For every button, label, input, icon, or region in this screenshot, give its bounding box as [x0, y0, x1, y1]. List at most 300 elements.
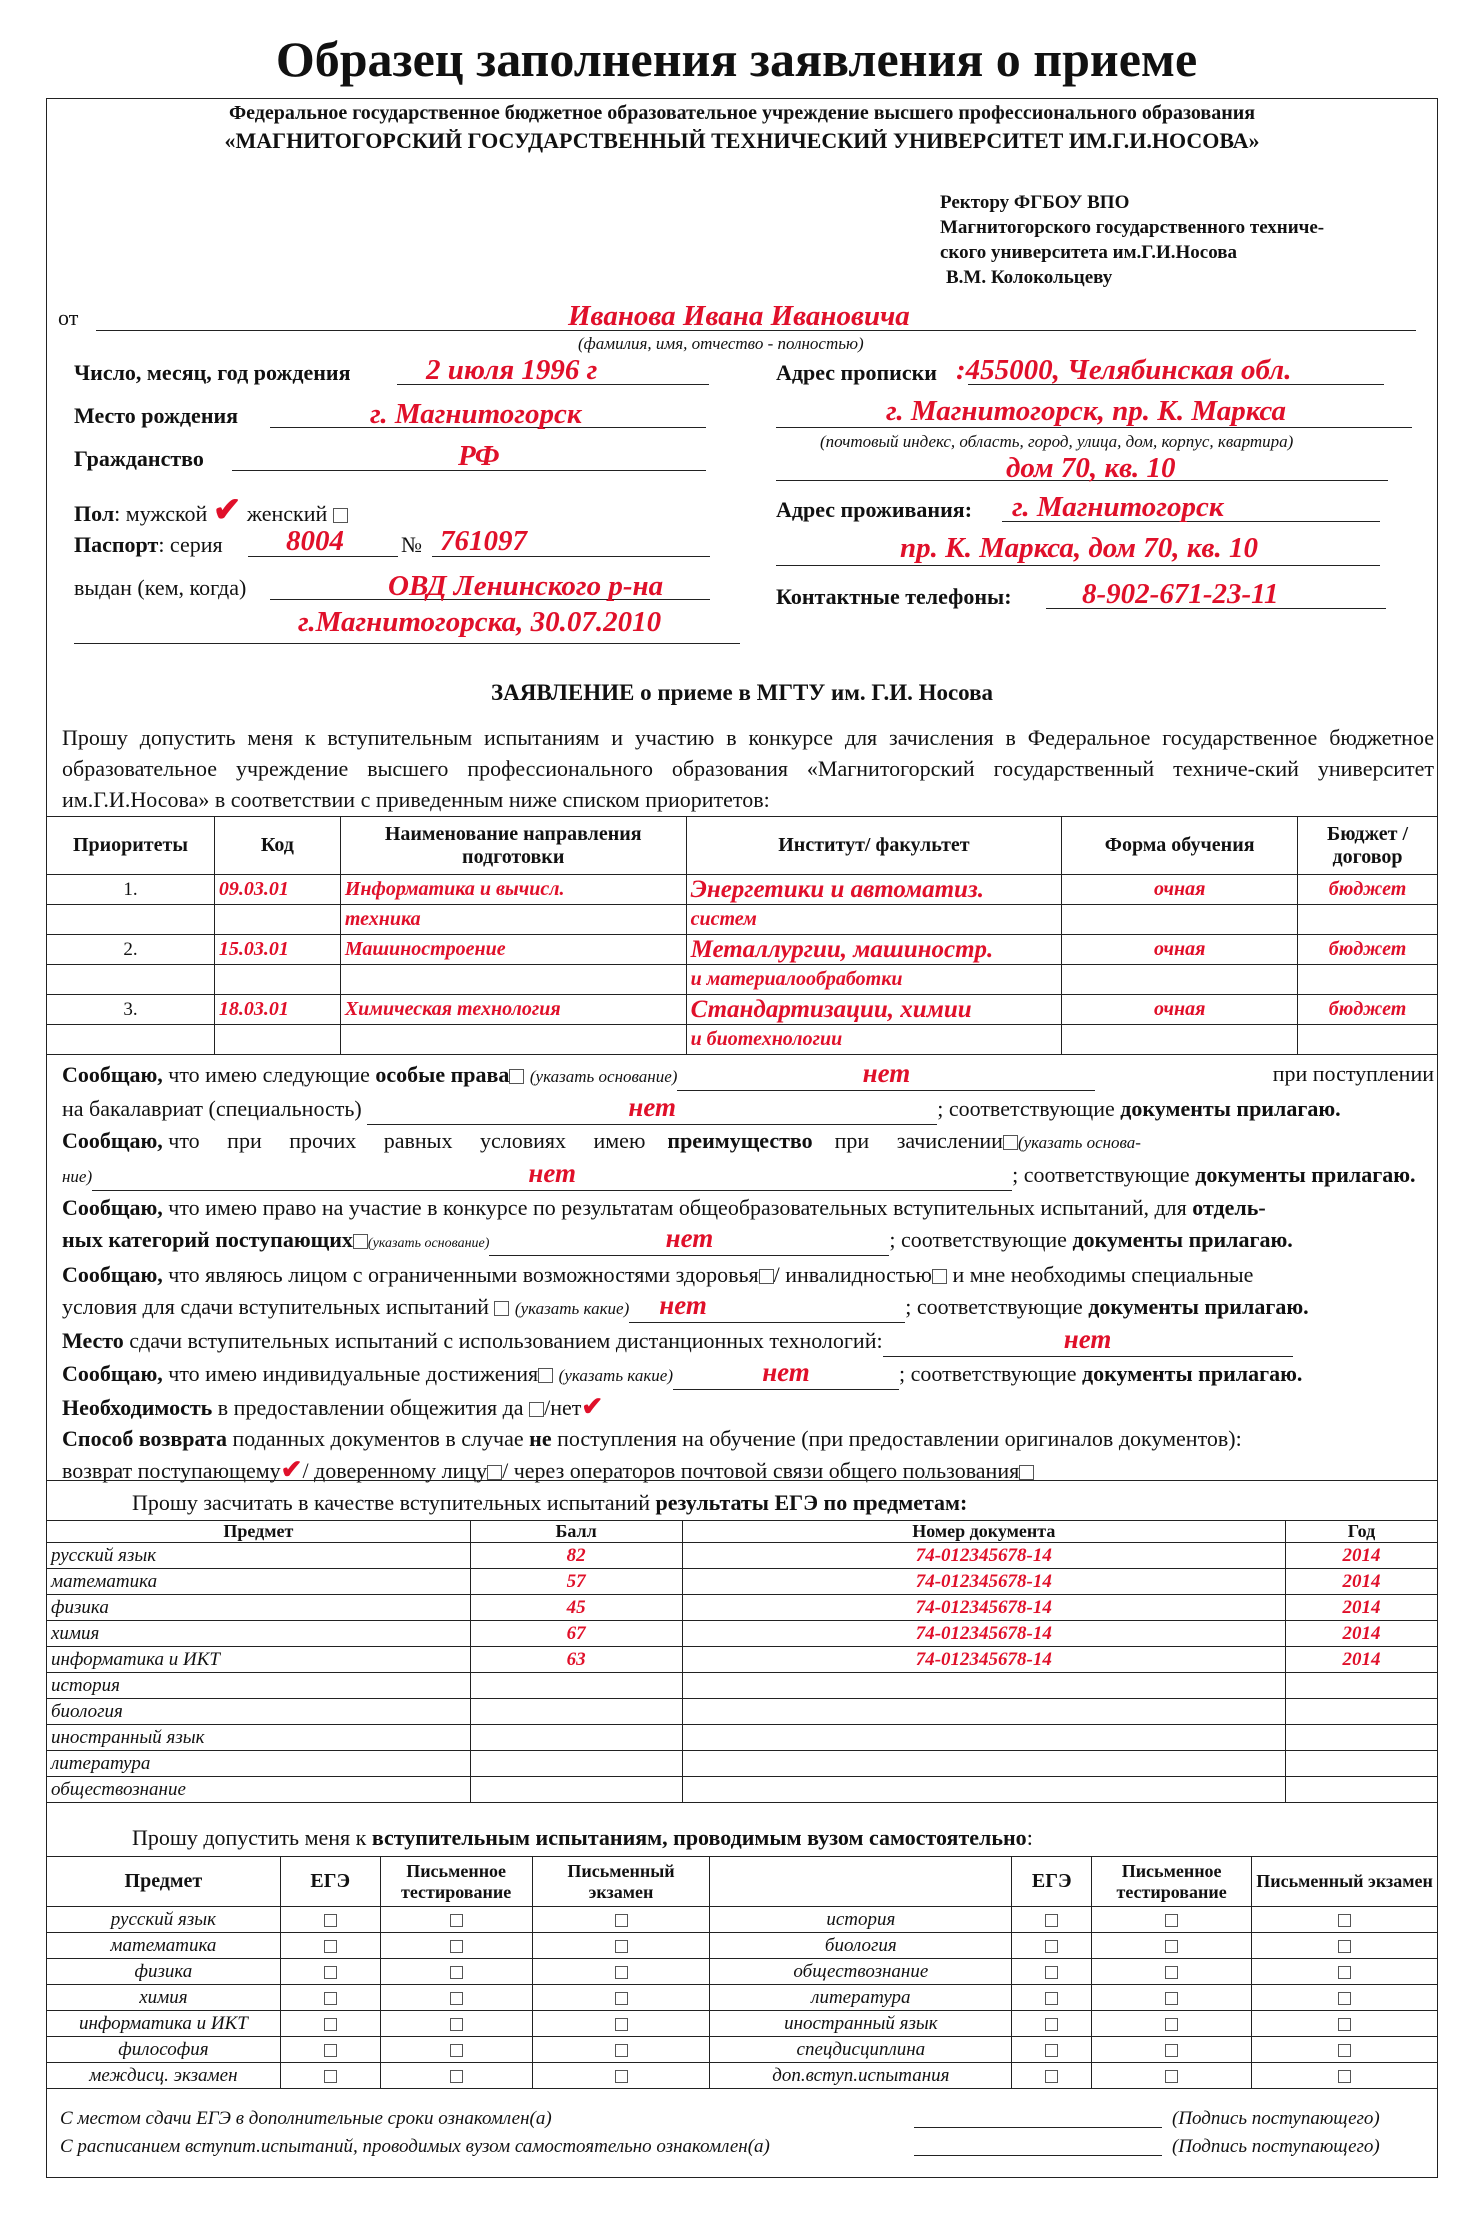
- exams-intro-text: Прошу допустить меня к: [132, 1825, 367, 1850]
- decl-text: что при прочих равных условиях имею: [168, 1128, 646, 1153]
- decl-bold: ных категорий поступающих: [62, 1227, 353, 1252]
- phone-label-text: Контактные телефоны: [776, 584, 1005, 609]
- checkbox[interactable]: [1338, 2018, 1351, 2031]
- subject-cell: химия: [47, 1985, 281, 2011]
- dorm-yes-checkbox[interactable]: [529, 1402, 544, 1417]
- col-direction: Наименование направления подготовки: [340, 817, 686, 875]
- table-row: [47, 1543, 1438, 1569]
- code-cell[interactable]: 09.03.01: [214, 875, 340, 905]
- checkbox[interactable]: [615, 1940, 628, 1953]
- priorities-table: [46, 816, 1438, 1055]
- table-row: [47, 1621, 1438, 1647]
- checkbox[interactable]: [324, 2044, 337, 2057]
- decl-hint: (указать основание): [529, 1067, 678, 1086]
- decl-bold: Место: [62, 1328, 124, 1353]
- decl-text: возврат поступающему: [62, 1458, 281, 1483]
- exams-table: [46, 1856, 1438, 2089]
- institute-cell[interactable]: Металлургии, машиностр.: [686, 935, 1062, 965]
- form-cell[interactable]: очная: [1062, 995, 1298, 1025]
- table-row: [47, 935, 1438, 965]
- decl-4b: [62, 1290, 1434, 1324]
- direction-cell[interactable]: Информатика и вычисл.: [340, 875, 686, 905]
- checkbox-cell: [1012, 1933, 1092, 1959]
- col-year: Год: [1286, 1521, 1438, 1543]
- reg-value-2[interactable]: г. Магнитогорск, пр. К. Маркса: [886, 395, 1286, 427]
- checkbox[interactable]: [450, 1992, 463, 2005]
- decl-value[interactable]: нет: [528, 1158, 576, 1188]
- checkbox[interactable]: [1019, 1465, 1034, 1480]
- checkbox-cell: [1092, 1985, 1252, 2011]
- decl-text: условия для сдачи вступительных испытаний: [62, 1294, 489, 1319]
- score-cell[interactable]: 67: [470, 1621, 682, 1647]
- direction-cell[interactable]: Химическая технология: [340, 995, 686, 1025]
- birth-label: Число, месяц, год рождения: [74, 360, 351, 385]
- score-cell[interactable]: [470, 1725, 682, 1751]
- decl-bold: Сообщаю,: [62, 1128, 163, 1153]
- checkbox[interactable]: [615, 2044, 628, 2057]
- checkbox[interactable]: [615, 2018, 628, 2031]
- checkbox-cell: [1012, 1959, 1092, 1985]
- code-cell[interactable]: 18.03.01: [214, 995, 340, 1025]
- checkbox-cell: [1012, 2011, 1092, 2037]
- decl-text: на бакалавриат (специальность): [62, 1096, 362, 1121]
- decl-text: поданных документов в случае: [232, 1426, 524, 1451]
- decl-hint: ние): [62, 1167, 93, 1186]
- sex-row: [74, 490, 348, 530]
- checkbox[interactable]: [487, 1465, 502, 1480]
- table-row: [47, 1959, 1438, 1985]
- subject-cell: философия: [47, 2037, 281, 2063]
- decl-field: [489, 1223, 889, 1256]
- decl-text: при поступлении: [1272, 1061, 1434, 1086]
- checkbox[interactable]: [324, 1992, 337, 2005]
- subject-cell: литература: [47, 1751, 471, 1777]
- decl-bold: документы прилагаю.: [1120, 1096, 1341, 1121]
- col-priority: Приоритеты: [47, 817, 215, 875]
- checkbox[interactable]: [324, 2070, 337, 2083]
- subject-cell: физика: [47, 1595, 471, 1621]
- priority-number: 3.: [47, 995, 215, 1025]
- series-label: : серия: [158, 532, 223, 557]
- document-cell[interactable]: [682, 1699, 1286, 1725]
- subject-cell: междисц. экзамен: [47, 2063, 281, 2089]
- decl-bold: Сообщаю,: [62, 1195, 163, 1220]
- number-value[interactable]: 761097: [440, 525, 527, 557]
- decl-value[interactable]: нет: [1063, 1324, 1112, 1354]
- year-cell[interactable]: [1286, 1673, 1438, 1699]
- checkbox-cell: [1252, 1933, 1438, 1959]
- checkbox-cell: [1092, 2063, 1252, 2089]
- table-row: [47, 1025, 1438, 1055]
- direction-cell[interactable]: Машиностроение: [340, 935, 686, 965]
- table-row: [47, 1751, 1438, 1777]
- decl-value[interactable]: нет: [862, 1058, 911, 1088]
- decl-value[interactable]: нет: [665, 1223, 714, 1253]
- checkbox[interactable]: [1003, 1135, 1018, 1150]
- document-cell[interactable]: 74-012345678-14: [682, 1621, 1286, 1647]
- document-cell[interactable]: 74-012345678-14: [682, 1595, 1286, 1621]
- checkbox[interactable]: [538, 1368, 553, 1383]
- sex-female-label: женский: [246, 501, 328, 526]
- checkbox-cell: [380, 1985, 532, 2011]
- decl-4: [62, 1259, 1434, 1290]
- checkbox-cell: [1252, 1907, 1438, 1933]
- birth-value[interactable]: 2 июля 1996 г: [426, 354, 598, 386]
- place-label: Место рождения: [74, 403, 239, 428]
- decl-bold: не: [529, 1426, 552, 1451]
- budget-cell[interactable]: бюджет: [1298, 875, 1438, 905]
- checkbox-cell: [1092, 1959, 1252, 1985]
- decl-bold: Сообщаю,: [62, 1062, 163, 1087]
- checkbox[interactable]: [1045, 1966, 1058, 1979]
- document-cell[interactable]: 74-012345678-14: [682, 1569, 1286, 1595]
- decl-value[interactable]: нет: [628, 1092, 677, 1122]
- checkbox[interactable]: [1338, 2044, 1351, 2057]
- checkbox[interactable]: [759, 1269, 774, 1284]
- checkbox-cell: [1252, 1959, 1438, 1985]
- footer-line-1: С местом сдачи ЕГЭ в дополнительные сроки ознакомлен(а): [60, 2108, 552, 2129]
- checkbox-cell: [532, 1959, 710, 1985]
- decl-bold: отдель-: [1192, 1195, 1266, 1220]
- decl-hint: (указать основа-: [1017, 1133, 1141, 1152]
- checkbox[interactable]: [1165, 2044, 1178, 2057]
- col-budget: Бюджет / договор: [1298, 817, 1438, 875]
- institute-cell[interactable]: Стандартизации, химии: [686, 995, 1062, 1025]
- checkbox[interactable]: [450, 1914, 463, 1927]
- checkbox[interactable]: [615, 1914, 628, 1927]
- budget-cell[interactable]: бюджет: [1298, 935, 1438, 965]
- col-institute: Институт/ факультет: [686, 817, 1062, 875]
- checkbox-cell: [380, 1907, 532, 1933]
- sex-male-check-icon[interactable]: ✔: [212, 492, 242, 529]
- decl-field: [673, 1357, 899, 1390]
- budget-cell[interactable]: бюджет: [1298, 995, 1438, 1025]
- signature-line-2[interactable]: [914, 2155, 1162, 2156]
- checkbox[interactable]: [615, 1966, 628, 1979]
- checkbox[interactable]: [1165, 1966, 1178, 1979]
- from-hint: (фамилия, имя, отчество - полностью): [578, 334, 864, 353]
- decl-bold: Сообщаю,: [62, 1361, 163, 1386]
- institute-cell-2[interactable]: и материалообработки: [686, 965, 1062, 995]
- checkbox-cell: [280, 2011, 380, 2037]
- signature-line-1[interactable]: [914, 2127, 1162, 2128]
- live-value-1[interactable]: г. Магнитогорск: [1012, 491, 1224, 523]
- year-cell[interactable]: 2014: [1286, 1569, 1438, 1595]
- checkbox[interactable]: [1165, 2070, 1178, 2083]
- col-subject: Предмет: [47, 1857, 281, 1907]
- year-cell[interactable]: 2014: [1286, 1595, 1438, 1621]
- checkbox-cell: [1012, 1985, 1092, 2011]
- statement-text: Прошу допустить меня к вступительным испытаниям и участию в конкурсе для зачисления в Федеральное государственное бюджетное образовательное учреждение высшего профессионального образования «Магнитогорский государственный техниче-ский университет им.Г.И.Носова» в соответствии с приведенным ниже списком приоритетов:: [62, 725, 1434, 812]
- checkbox-cell: [1252, 2037, 1438, 2063]
- checkbox[interactable]: [450, 2018, 463, 2031]
- live-line-2: [776, 565, 1380, 566]
- decl-3: [62, 1192, 1434, 1223]
- ege-table: [46, 1520, 1438, 1803]
- score-cell[interactable]: 57: [470, 1569, 682, 1595]
- score-cell[interactable]: [470, 1777, 682, 1803]
- table-row: [47, 1985, 1438, 2011]
- header-line1: Федеральное государственное бюджетное образовательное учреждение высшего профессионального образования: [228, 102, 1256, 124]
- sex-female-checkbox[interactable]: [333, 508, 348, 523]
- phone-value[interactable]: 8-902-671-23-11: [1082, 578, 1279, 610]
- year-cell[interactable]: [1286, 1751, 1438, 1777]
- checkbox-cell: [280, 1959, 380, 1985]
- ege-intro-bold: результаты ЕГЭ по предметам:: [655, 1490, 968, 1515]
- institute-cell-2[interactable]: и биотехнологии: [686, 1025, 1062, 1055]
- checkbox[interactable]: [324, 1940, 337, 1953]
- checkbox[interactable]: [494, 1301, 509, 1316]
- checkbox-cell: [280, 1933, 380, 1959]
- decl-2: [62, 1125, 1434, 1158]
- table-row: [47, 1777, 1438, 1803]
- checkbox[interactable]: [509, 1069, 524, 1084]
- decl-return: [62, 1423, 1434, 1454]
- decl-field: [367, 1092, 937, 1125]
- page-title: Образец заполнения заявления о приеме: [275, 31, 1198, 87]
- checkbox-cell: [1092, 2037, 1252, 2063]
- col-written-test: Письменное тестирование: [380, 1857, 532, 1907]
- ege-intro-text: Прошу засчитать в качестве вступительных испытаний: [132, 1490, 650, 1515]
- code-cell[interactable]: 15.03.01: [214, 935, 340, 965]
- subject-cell: обществознание: [47, 1777, 471, 1803]
- score-cell[interactable]: 63: [470, 1647, 682, 1673]
- decl-text: ; соответствующие: [1012, 1162, 1190, 1187]
- checkbox[interactable]: [1338, 2070, 1351, 2083]
- col-subject-2: [710, 1857, 1012, 1907]
- checkbox[interactable]: [1338, 1966, 1351, 1979]
- signature-hint-2: (Подпись поступающего): [1172, 2136, 1380, 2157]
- col-written-exam: Письменный экзамен: [532, 1857, 710, 1907]
- direction-cell-2[interactable]: [340, 1025, 686, 1055]
- checkbox-cell: [532, 1985, 710, 2011]
- decl-text: ; соответствующие: [899, 1361, 1077, 1386]
- decl-text: что имею индивидуальные достижения: [168, 1361, 539, 1386]
- checkbox-cell: [1252, 1985, 1438, 2011]
- subject-cell: русский язык: [47, 1543, 471, 1569]
- direction-cell-2[interactable]: [340, 965, 686, 995]
- ege-intro: [132, 1490, 967, 1516]
- decl-text: /нет: [544, 1395, 582, 1420]
- checkbox[interactable]: [1165, 1940, 1178, 1953]
- score-cell[interactable]: 82: [470, 1543, 682, 1569]
- header-line2: «МАГНИТОГОРСКИЙ ГОСУДАРСТВЕННЫЙ ТЕХНИЧЕСКИЙ УНИВЕРСИТЕТ ИМ.Г.И.НОСОВА»: [224, 128, 1260, 153]
- table-row: [47, 1699, 1438, 1725]
- checkbox-cell: [380, 1959, 532, 1985]
- exams-intro: [132, 1825, 1033, 1851]
- year-cell[interactable]: [1286, 1777, 1438, 1803]
- score-cell[interactable]: [470, 1751, 682, 1777]
- document-cell[interactable]: [682, 1725, 1286, 1751]
- checkbox-cell: [532, 1907, 710, 1933]
- checkbox[interactable]: [1338, 1992, 1351, 2005]
- priority-number: 2.: [47, 935, 215, 965]
- checkbox[interactable]: [1165, 1992, 1178, 2005]
- issued-value-1[interactable]: ОВД Ленинского р-на: [388, 570, 664, 602]
- checkbox-cell: [280, 1985, 380, 2011]
- checkbox-cell: [1092, 1933, 1252, 1959]
- decl-value[interactable]: нет: [659, 1290, 707, 1320]
- col-form: Форма обучения: [1062, 817, 1298, 875]
- decl-bold: Необходимость: [62, 1395, 213, 1420]
- from-value[interactable]: Иванова Ивана Ивановича: [568, 300, 910, 332]
- document-cell[interactable]: 74-012345678-14: [682, 1543, 1286, 1569]
- year-cell[interactable]: 2014: [1286, 1647, 1438, 1673]
- issued-value-2[interactable]: г.Магнитогорска, 30.07.2010: [298, 606, 662, 638]
- checkbox-cell: [280, 1907, 380, 1933]
- decl-bold: документы прилагаю.: [1088, 1294, 1309, 1319]
- citizen-value[interactable]: РФ: [458, 440, 500, 472]
- checkbox-cell: [380, 2063, 532, 2089]
- checkbox[interactable]: [1338, 1940, 1351, 1953]
- priority-number: 1.: [47, 875, 215, 905]
- table-row: [47, 1907, 1438, 1933]
- checkbox[interactable]: [932, 1269, 947, 1284]
- year-cell[interactable]: 2014: [1286, 1621, 1438, 1647]
- institute-cell-2[interactable]: систем: [686, 905, 1062, 935]
- year-cell[interactable]: [1286, 1699, 1438, 1725]
- decl-text: ; соответствующие: [937, 1096, 1115, 1121]
- form-cell[interactable]: очная: [1062, 935, 1298, 965]
- issued-label: выдан (кем, когда): [74, 575, 247, 600]
- document-cell[interactable]: [682, 1777, 1286, 1803]
- decl-5: [62, 1357, 1434, 1391]
- subject-cell: история: [47, 1673, 471, 1699]
- checkbox[interactable]: [1165, 2018, 1178, 2031]
- decl-bold: Сообщаю,: [62, 1262, 163, 1287]
- year-cell[interactable]: 2014: [1286, 1543, 1438, 1569]
- decl-bold: особые права: [375, 1062, 510, 1087]
- number-label: №: [401, 532, 422, 557]
- document-cell[interactable]: 74-012345678-14: [682, 1647, 1286, 1673]
- decl-field: [677, 1058, 1095, 1091]
- checkbox[interactable]: [324, 2018, 337, 2031]
- decl-text: в предоставлении общежития да: [217, 1395, 524, 1420]
- decl-text: поступления на обучение (при предоставлении оригиналов документов):: [557, 1426, 1242, 1451]
- checkbox[interactable]: [450, 1940, 463, 1953]
- subject-cell: доп.вступ.испытания: [710, 2063, 1012, 2089]
- subject-cell: биология: [710, 1933, 1012, 1959]
- col-score: Балл: [470, 1521, 682, 1543]
- decl-bold: преимущество: [667, 1128, 813, 1153]
- table-row: [47, 1647, 1438, 1673]
- table-row: [47, 1569, 1438, 1595]
- addressee-line: Ректору ФГБОУ ВПО: [940, 192, 1130, 213]
- document-cell[interactable]: [682, 1673, 1286, 1699]
- checkbox[interactable]: [1045, 2044, 1058, 2057]
- table-row: [47, 2063, 1438, 2089]
- live-label-text: Адрес проживания: [776, 497, 965, 522]
- checkbox[interactable]: [450, 2044, 463, 2057]
- table-row: [47, 1933, 1438, 1959]
- checkbox[interactable]: [450, 1966, 463, 1979]
- checkbox[interactable]: [1045, 2018, 1058, 2031]
- checkbox[interactable]: [615, 1992, 628, 2005]
- checkbox[interactable]: [353, 1234, 368, 1249]
- document-cell[interactable]: [682, 1751, 1286, 1777]
- passport-label: Паспорт: [74, 532, 159, 557]
- direction-cell-2[interactable]: техника: [340, 905, 686, 935]
- subject-cell: химия: [47, 1621, 471, 1647]
- table-row: [47, 1725, 1438, 1751]
- subject-cell: иностранный язык: [47, 1725, 471, 1751]
- score-cell[interactable]: [470, 1673, 682, 1699]
- exams-intro-bold: вступительным испытаниям, проводимым вузом самостоятельно: [371, 1825, 1027, 1850]
- address-hint: (почтовый индекс, область, город, улица, дом, корпус, квартира): [820, 432, 1294, 451]
- reg-value-1[interactable]: :455000, Челябинская обл.: [956, 354, 1292, 386]
- place-value[interactable]: г. Магнитогорск: [370, 398, 582, 430]
- footer-line-2: С расписанием вступит.испытаний, проводимых вузом самостоятельно ознакомлен(а): [60, 2136, 770, 2157]
- decl-text: сдачи вступительных испытаний с использованием дистанционных технологий:: [129, 1328, 883, 1353]
- col-written-exam-2: Письменный экзамен: [1252, 1857, 1438, 1907]
- decl-3b: [62, 1223, 1434, 1259]
- checkbox[interactable]: [1045, 1992, 1058, 2005]
- checkbox-cell: [1092, 2011, 1252, 2037]
- table-row: [47, 905, 1438, 935]
- table-row: [47, 2011, 1438, 2037]
- declarations: [62, 1058, 1434, 1486]
- checkbox[interactable]: [1045, 1940, 1058, 1953]
- checkbox[interactable]: [1045, 2070, 1058, 2083]
- table-row: [47, 995, 1438, 1025]
- col-ege-2: ЕГЭ: [1012, 1857, 1092, 1907]
- live-value-2[interactable]: пр. К. Маркса, дом 70, кв. 10: [900, 532, 1258, 564]
- decl-bold: Способ возврата: [62, 1426, 228, 1451]
- checkbox[interactable]: [450, 2070, 463, 2083]
- year-cell[interactable]: [1286, 1725, 1438, 1751]
- col-written-test-2: Письменное тестирование: [1092, 1857, 1252, 1907]
- checkbox[interactable]: [324, 1914, 337, 1927]
- checkbox[interactable]: [324, 1966, 337, 1979]
- decl-text: что имею право на участие в конкурсе по результатам общеобразовательных вступительных испытаний, для: [168, 1195, 1187, 1220]
- checkbox-cell: [380, 2037, 532, 2063]
- issued-line-2: [74, 643, 740, 644]
- table-row: [47, 875, 1438, 905]
- decl-dorm: [62, 1391, 1434, 1423]
- col-document: Номер документа: [682, 1521, 1286, 1543]
- addressee-line: ского университета им.Г.И.Носова: [940, 242, 1238, 263]
- checkbox-cell: [532, 1933, 710, 1959]
- checkbox[interactable]: [1165, 1914, 1178, 1927]
- subject-cell: русский язык: [47, 1907, 281, 1933]
- subject-cell: математика: [47, 1933, 281, 1959]
- checkbox[interactable]: [1338, 1914, 1351, 1927]
- form-cell[interactable]: очная: [1062, 875, 1298, 905]
- series-value[interactable]: 8004: [286, 525, 344, 557]
- checkbox-cell: [1092, 1907, 1252, 1933]
- return-self-check-icon[interactable]: ✔: [280, 1455, 303, 1484]
- col-code: Код: [214, 817, 340, 875]
- subject-cell: иностранный язык: [710, 2011, 1012, 2037]
- score-cell[interactable]: [470, 1699, 682, 1725]
- decl-hint: (указать какие): [558, 1366, 673, 1385]
- score-cell[interactable]: 45: [470, 1595, 682, 1621]
- decl-place: [62, 1324, 1434, 1357]
- decl-bold: документы прилагаю.: [1195, 1162, 1416, 1187]
- reg-value-3[interactable]: дом 70, кв. 10: [1006, 452, 1176, 484]
- decl-text: ; соответствующие: [905, 1294, 1083, 1319]
- institute-cell[interactable]: Энергетики и автоматиз.: [686, 875, 1062, 905]
- checkbox[interactable]: [615, 2070, 628, 2083]
- checkbox-cell: [532, 2011, 710, 2037]
- dorm-no-check-icon[interactable]: ✔: [581, 1392, 604, 1421]
- checkbox[interactable]: [1045, 1914, 1058, 1927]
- subject-cell: информатика и ИКТ: [47, 2011, 281, 2037]
- checkbox-cell: [532, 2037, 710, 2063]
- decl-bold: документы прилагаю.: [1082, 1361, 1303, 1386]
- decl-value[interactable]: нет: [762, 1357, 810, 1387]
- phone-label: Контактные телефоны:: [776, 584, 1012, 609]
